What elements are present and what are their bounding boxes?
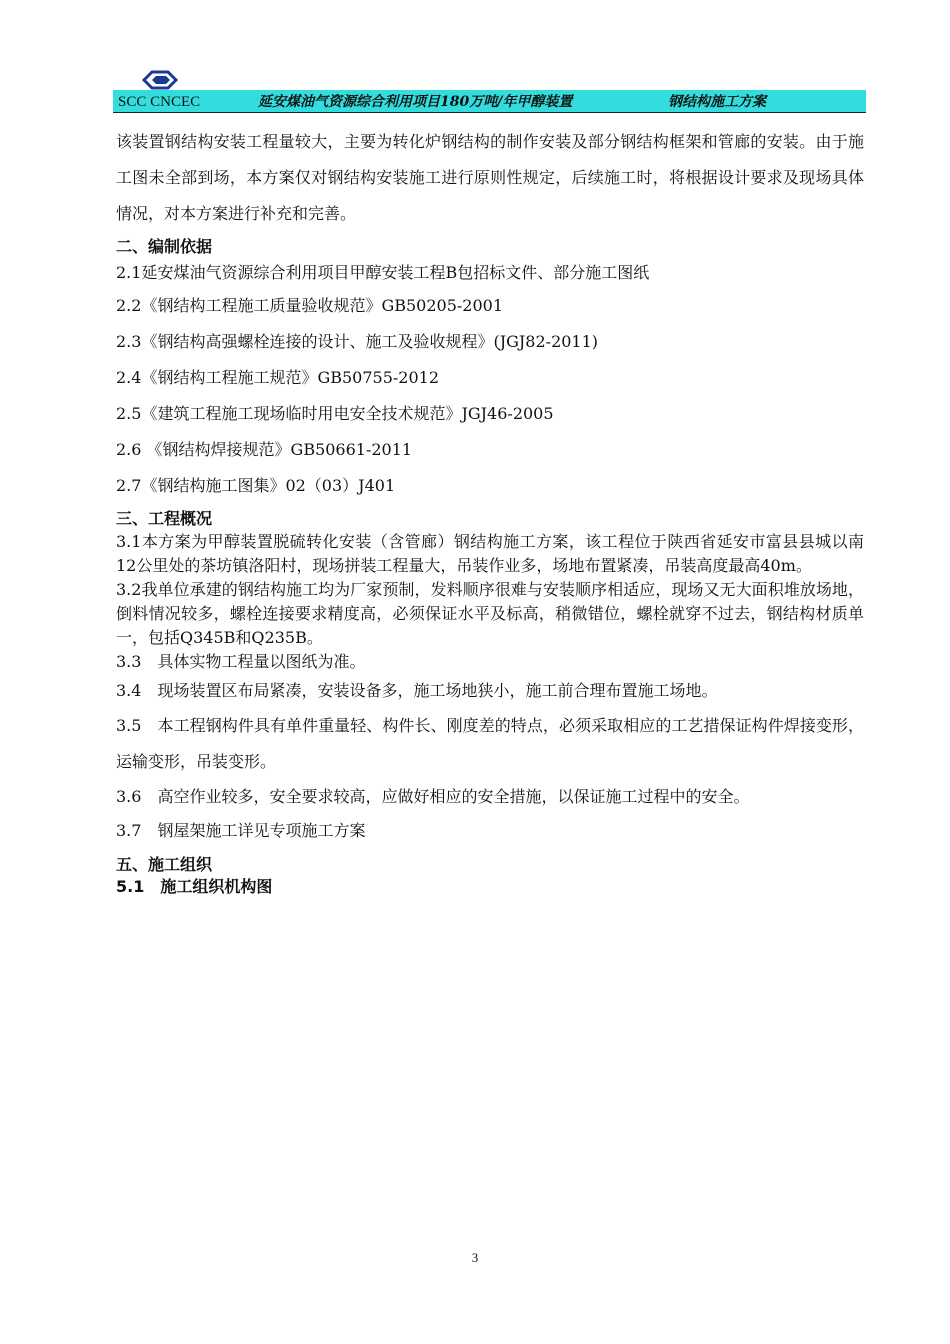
intro-paragraph: 该装置钢结构安装工程量较大，主要为转化炉钢结构的制作安装及部分钢结构框架和管廊的安装。由于施工图未全部到场，本方案仅对钢结构安装施工进行原则性规定，后续施工时，将根据设计要求及现场具体情况，对本方案进行补充和完善。 [116,132,864,223]
reference-item-2-4: 2.4《钢结构工程施工规范》GB50755-2012 [116,368,440,387]
document-body [116,124,864,898]
overview-paragraph-3-4: 3.4 现场装置区布局紧凑，安装设备多，施工场地狭小，施工前合理布置施工场地。 [116,681,718,700]
header-document-title: 钢结构施工方案 [668,94,766,110]
cncec-logo-icon [138,70,182,90]
reference-item-2-7: 2.7《钢结构施工图集》02（03）J401 [116,476,396,495]
section-3-heading: 三、工程概况 [116,509,213,528]
overview-paragraph-3-1: 3.1本方案为甲醇装置脱硫转化安装（含管廊）钢结构施工方案，该工程位于陕西省延安市富县县城以南12公里处的茶坊镇洛阳村，现场拼装工程量大，吊装作业多，场地布置紧凑，吊装高度最高40m。 [116,532,864,575]
section-5-1-heading: 5.1 施工组织机构图 [116,877,273,896]
page-number: 3 [471,1250,479,1265]
header-project: 延安煤油气资源综合利用项目180万吨/年甲醇装置 [258,94,573,110]
reference-item-2-1: 2.1延安煤油气资源综合利用项目甲醇安装工程B包招标文件、部分施工图纸 [116,263,650,282]
reference-item-2-3: 2.3《钢结构高强螺栓连接的设计、施工及验收规程》(JGJ82-2011) [116,332,599,351]
reference-item-2-6: 2.6 《钢结构焊接规范》GB50661-2011 [116,440,413,459]
overview-paragraph-3-7: 3.7 钢屋架施工详见专项施工方案 [116,821,366,840]
overview-paragraph-3-3: 3.3 具体实物工程量以图纸为准。 [116,652,366,671]
overview-paragraph-3-6: 3.6 高空作业较多，安全要求较高，应做好相应的安全措施，以保证施工过程中的安全。 [116,787,750,806]
overview-paragraph-3-2: 3.2我单位承建的钢结构施工均为厂家预制，发料顺序很难与安装顺序相适应，现场又无大面积堆放场地，倒料情况较多，螺栓连接要求精度高，必须保证水平及标高，稍微错位，螺栓就穿不过去，钢结构材质单一，包括Q345B和Q235B。 [116,580,864,647]
reference-item-2-5: 2.5《建筑工程施工现场临时用电安全技术规范》JGJ46-2005 [116,404,554,423]
overview-paragraph-3-5: 3.5 本工程钢构件具有单件重量轻、构件长、刚度差的特点，必须采取相应的工艺措保证构件焊接变形，运输变形，吊装变形。 [116,716,864,771]
section-2-heading: 二、编制依据 [116,237,213,256]
reference-item-2-2: 2.2《钢结构工程施工质量验收规范》GB50205-2001 [116,296,504,315]
section-5-heading: 五、施工组织 [116,855,213,874]
header-org: SCC CNCEC [118,94,201,110]
